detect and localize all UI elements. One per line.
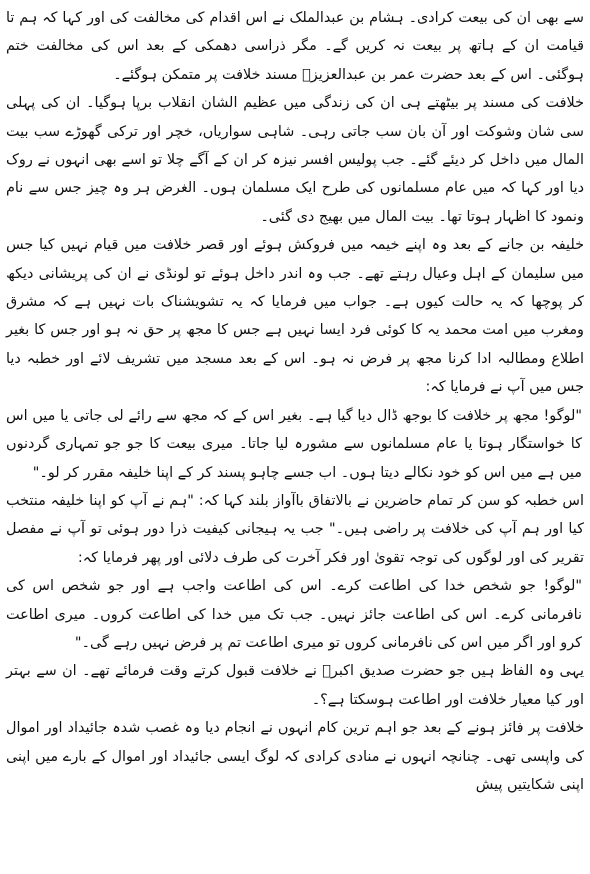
paragraph-bayat: سے بھی ان کی بیعت کرادی۔ ہشام بن عبدالملک نے اس اقدام کی مخالفت کی اور کہا کہ ہم تا قیامت ان کے ہاتھ پر بیعت نہ کریں گے۔ مگر ذراسی دھمکی کے بعد اس کی مخالفت ختم ہوگئی۔ اس کے بعد حضرت عمر بن عبدالعزیزؒ مسند خلافت پر متمکن ہوگئے۔	[6, 10, 584, 83]
paragraph-standard: یہی وہ الفاظ ہیں جو حضرت صدیق اکبرؓ نے خلافت قبول کرتے وقت فرمائے تھے۔ ان سے بہتر اور کیا معیار خلافت اور اطاعت ہوسکتا ہے؟۔	[6, 663, 584, 708]
quote-first-sermon: "لوگو! مجھ پر خلافت کا بوجھ ڈال دیا گیا ہے۔ بغیر اس کے کہ مجھ سے رائے لی جاتی یا میں اس کا خواستگار ہوتا یا عام مسلمانوں سے مشورہ لیا جاتا۔ میری بیعت کا جو جو تمہاری گردنوں میں ہے میں اس کو خود نکالے دیتا ہوں۔ اب جسے چاہو پسند کر کے اپنا خلیفہ مقرر کر لو۔"	[6, 407, 582, 481]
paragraph-revolution: خلافت کی مسند پر بیٹھتے ہی ان کی زندگی میں عظیم الشان انقلاب برپا ہوگیا۔ ان کی پہلی سی شان وشوکت اور آن بان سب جاتی رہی۔ شاہی سواریاں، خچر اور ترکی گھوڑے سب بیت المال میں داخل کر دیئے گئے۔ جب پولیس افسر نیزہ کر ان کے آگے چلا تو اسے بھی انہوں نے روک دیا اور کہا کہ میں عام مسلمانوں کی طرح ایک مسلمان ہوں۔ الغرض ہر وہ چیز جس سے نام ونمود کا اظہار ہوتا تھا۔ بیت المال میں بھیج دی گئی۔	[6, 95, 584, 225]
paragraph-restitution: خلافت پر فائز ہونے کے بعد جو اہم ترین کام انہوں نے انجام دیا وہ غصب شدہ جائیداد اور اموال کی واپسی تھی۔ چنانچہ انہوں نے منادی کرادی کہ لوگ ایسی جائیداد اور اموال کے بارے میں اپنی اپنی شکایتیں پیش	[6, 720, 584, 793]
paragraph-audience-response: اس خطبہ کو سن کر تمام حاضرین نے بالاتفاق باآواز بلند کہا کہ: "ہم نے آپ کو اپنا خلیفہ منتخب کیا اور ہم آپ کی خلافت پر راضی ہیں۔" جب یہ ہیجانی کیفیت ذرا دور ہوئی تو آپ نے مفصل تقریر کی اور لوگوں کی توجہ تقویٰ اور فکر آخرت کی طرف دلائی اور پھر فرمایا کہ:	[6, 492, 584, 566]
paragraph-tent: خلیفہ بن جانے کے بعد وہ اپنے خیمہ میں فروکش ہوئے اور قصر خلافت میں قیام نہیں کیا جس میں سلیمان کے اہل وعیال رہتے تھے۔ جب وہ اندر داخل ہوئے تو لونڈی نے ان کی پریشانی دیکھ کر پوچھا کہ یہ حالت کیوں ہے۔ جواب میں فرمایا کہ یہ تشویشناک بات نہیں ہے کہ مشرق ومغرب میں امت محمد یہ کا کوئی فرد ایسا نہیں ہے جس کا مجھ پر حق نہ ہو اور جس کا بغیر اطلاع ومطالبہ ادا کرنا مجھ پر فرض نہ ہو۔ اس کے بعد مسجد میں تشریف لائے اور خطبہ دیا جس میں آپ نے فرمایا کہ:	[6, 237, 584, 396]
quote-obedience: "لوگو! جو شخص خدا کی اطاعت کرے۔ اس کی اطاعت واجب ہے اور جو شخص اس کی نافرمانی کرے۔ اس کی اطاعت جائز نہیں۔ جب تک میں خدا کی اطاعت کروں۔ میری اطاعت کرو اور اگر میں اس کی نافرمانی کروں تو میری اطاعت تم پر فرض نہیں رہے گی۔"	[6, 578, 582, 651]
